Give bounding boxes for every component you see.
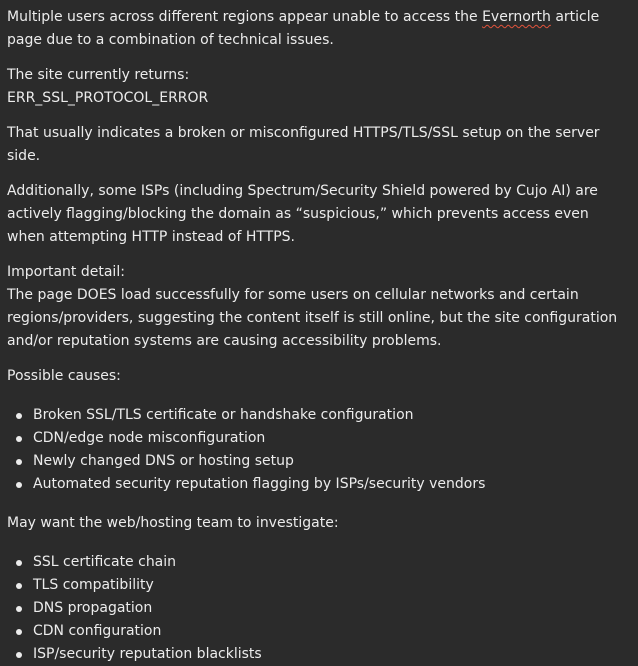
important-detail-text: The page DOES load successfully for some users on cellular networks and certain regions/providers, suggesting the content itself is still online, but the site configuration and/or reputation systems are causing accessibility problems. xyxy=(7,287,618,349)
site-returns-paragraph xyxy=(7,64,628,110)
list-item-text: TLS compatibility xyxy=(33,577,154,593)
bullet-icon xyxy=(16,583,22,589)
intro-paragraph xyxy=(7,6,628,52)
bullet-icon xyxy=(16,482,22,488)
intro-text-end: article page due to a combination of technical issues. xyxy=(7,9,600,48)
list-item xyxy=(7,597,628,620)
list-item xyxy=(7,551,628,574)
list-item xyxy=(7,427,628,450)
indication-paragraph: That usually indicates a broken or misconfigured HTTPS/TLS/SSL setup on the server side. xyxy=(7,125,600,164)
list-item-text: SSL certificate chain xyxy=(33,554,177,570)
misspelled-word[interactable]: Evernorth xyxy=(482,9,551,25)
list-item-text: Newly changed DNS or hosting setup xyxy=(33,453,294,469)
bullet-icon xyxy=(16,652,22,658)
bullet-icon xyxy=(16,606,22,612)
list-item xyxy=(7,643,628,666)
list-item xyxy=(7,574,628,597)
intro-text-start: Multiple users across different regions appear unable to access the xyxy=(7,9,483,25)
causes-list xyxy=(7,404,628,496)
bullet-icon xyxy=(16,629,22,635)
bullet-icon xyxy=(16,436,22,442)
bullet-icon xyxy=(16,413,22,419)
list-item-text: Broken SSL/TLS certificate or handshake configuration xyxy=(33,407,414,423)
investigate-heading: May want the web/hosting team to investigate: xyxy=(7,515,339,531)
list-item xyxy=(7,620,628,643)
list-item xyxy=(7,404,628,427)
bullet-icon xyxy=(16,459,22,465)
site-returns-label: The site currently returns: xyxy=(7,67,190,83)
bullet-icon xyxy=(16,560,22,566)
list-item-text: Automated security reputation flagging by ISPs/security vendors xyxy=(33,476,486,492)
list-item xyxy=(7,473,628,496)
important-detail-label: Important detail: xyxy=(7,264,125,280)
list-item xyxy=(7,450,628,473)
important-detail-paragraph xyxy=(7,261,628,353)
isp-note-paragraph: Additionally, some ISPs (including Spectrum/Security Shield powered by Cujo AI) are actively flagging/blocking the domain as “suspicious,” which prevents access even when attempting HTTP instead of HTTPS. xyxy=(7,183,598,245)
list-item-text: CDN/edge node misconfiguration xyxy=(33,430,266,446)
error-code: ERR_SSL_PROTOCOL_ERROR xyxy=(7,90,209,106)
list-item-text: ISP/security reputation blacklists xyxy=(33,646,262,662)
list-item-text: CDN configuration xyxy=(33,623,162,639)
causes-heading: Possible causes: xyxy=(7,368,121,384)
investigate-list xyxy=(7,551,628,666)
list-item-text: DNS propagation xyxy=(33,600,153,616)
